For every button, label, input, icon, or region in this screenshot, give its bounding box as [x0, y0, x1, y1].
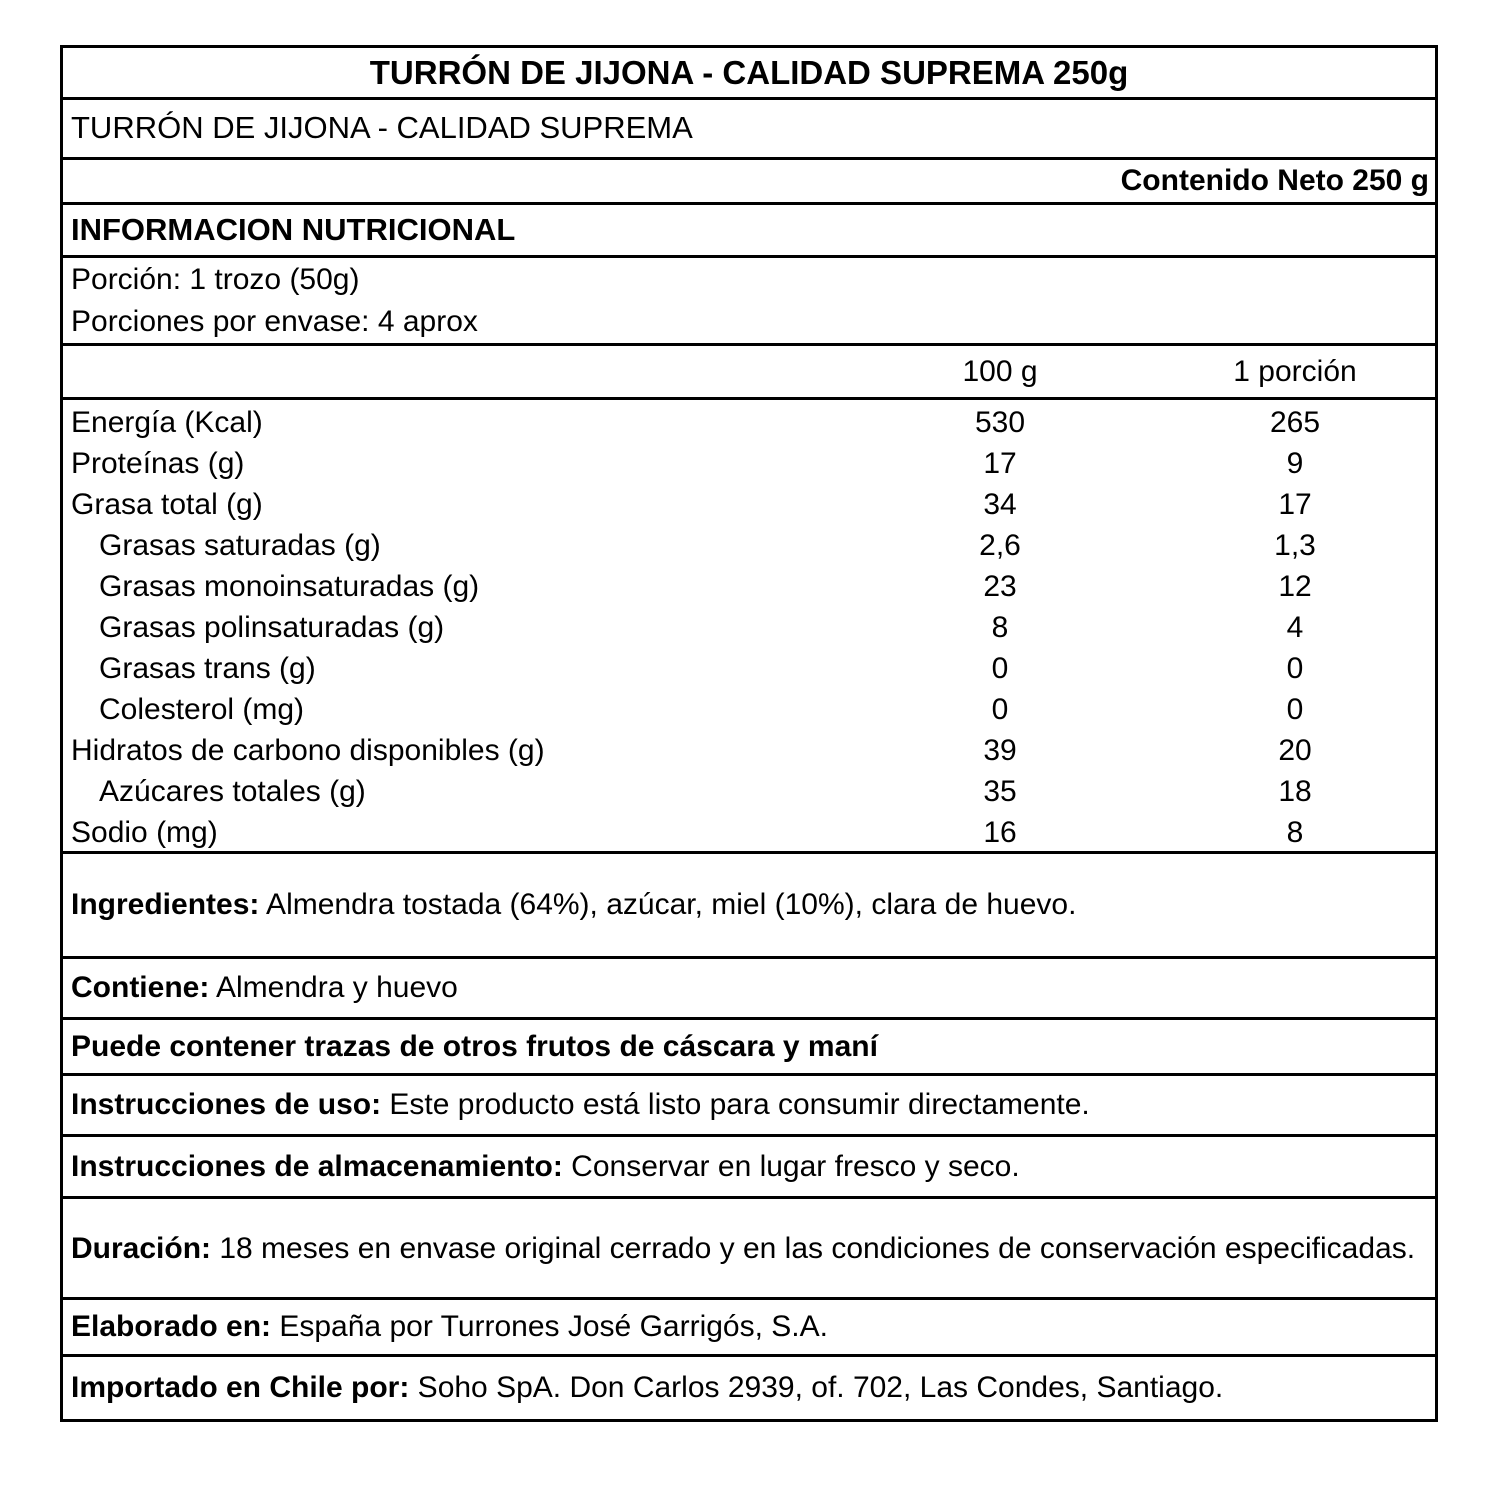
nutrient-row-trans-fat: [63, 648, 1435, 689]
nutrient-value-100g: 35: [983, 774, 1017, 808]
nutrient-label: Sodio (mg): [71, 815, 218, 849]
importer-row: [63, 1357, 1435, 1419]
contains-text: [71, 969, 458, 1007]
duration-row: [63, 1199, 1435, 1300]
nutrient-value-portion: 0: [1286, 651, 1304, 685]
nutrient-value-100g: 34: [983, 487, 1017, 521]
label-title-text: TURRÓN DE JIJONA - CALIDAD SUPREMA 250g: [369, 53, 1129, 91]
nutrient-row-polyunsaturated-fat: [63, 607, 1435, 648]
nutrient-row-carbohydrates: [63, 730, 1435, 771]
nutrient-label: Azúcares totales (g): [99, 774, 366, 808]
use-instructions-label: Instrucciones de uso:: [71, 1088, 382, 1122]
nutrient-label: Proteínas (g): [71, 446, 245, 480]
nutrient-value-portion: 8: [1286, 815, 1304, 849]
nutrient-value-portion: 20: [1278, 733, 1312, 767]
duration-value: 18 meses en envase original cerrado y en las condiciones de conservación especificadas.: [211, 1231, 1416, 1265]
nutrient-value-100g: 23: [983, 569, 1017, 603]
nutrient-label: Grasas trans (g): [99, 651, 316, 685]
contains-row: [63, 959, 1435, 1020]
column-header-portion: 1 porción: [1233, 354, 1357, 388]
made-in-text: [71, 1308, 828, 1346]
nutrient-value-portion: 4: [1286, 610, 1304, 644]
importer-value: Soho SpA. Don Carlos 2939, of. 702, Las Condes, Santiago.: [409, 1371, 1224, 1405]
nutrient-value-portion: 12: [1278, 569, 1312, 603]
importer-label: Importado en Chile por:: [71, 1371, 410, 1405]
nutrient-row-total-fat: [63, 484, 1435, 525]
nutrient-label: Colesterol (mg): [99, 692, 305, 726]
label-title: [63, 48, 1435, 100]
contains-label: Contiene:: [71, 971, 210, 1005]
nutrient-row-total-sugars: [63, 771, 1435, 812]
nutrient-value-100g: 0: [991, 651, 1009, 685]
nutrient-row-saturated-fat: [63, 525, 1435, 566]
nutrient-row-sodium: [63, 812, 1435, 853]
nutrient-value-portion: 1,3: [1274, 528, 1316, 562]
nutrient-value-portion: 9: [1286, 446, 1304, 480]
use-instructions-text: [71, 1086, 1090, 1124]
product-name-row: [63, 100, 1435, 160]
nutrient-label: Hidratos de carbono disponibles (g): [71, 733, 545, 767]
made-in-label: Elaborado en:: [71, 1310, 272, 1344]
nutrient-label: Grasa total (g): [71, 487, 263, 521]
column-header-100g: 100 g: [962, 354, 1038, 388]
nutrient-value-100g: 16: [983, 815, 1017, 849]
portion-size: Porción: 1 trozo (50g): [71, 262, 360, 296]
nutrient-value-100g: 2,6: [979, 528, 1021, 562]
nutrient-value-100g: 0: [991, 692, 1009, 726]
nutrition-label: [60, 45, 1438, 1422]
net-content-row: [63, 160, 1435, 205]
product-name-text: TURRÓN DE JIJONA - CALIDAD SUPREMA: [71, 110, 693, 146]
use-instructions-value: Este producto está listo para consumir directamente.: [381, 1088, 1090, 1122]
nutrient-label: Grasas saturadas (g): [99, 528, 381, 562]
duration-label: Duración:: [71, 1231, 212, 1265]
importer-text: [71, 1369, 1223, 1407]
storage-instructions-label: Instrucciones de almacenamiento:: [71, 1149, 563, 1183]
nutrient-value-100g: 8: [991, 610, 1009, 644]
nutrient-value-portion: 0: [1286, 692, 1304, 726]
nutrition-section-header: [63, 205, 1435, 258]
duration-text: [71, 1226, 1415, 1271]
nutrient-row-protein: [63, 443, 1435, 484]
nutrient-row-energy: [63, 402, 1435, 443]
nutrition-section-title: INFORMACION NUTRICIONAL: [71, 211, 516, 247]
nutrient-value-100g: 39: [983, 733, 1017, 767]
use-instructions-row: [63, 1076, 1435, 1137]
made-in-row: [63, 1300, 1435, 1357]
traces-label: Puede contener trazas de otros frutos de cáscara y maní: [71, 1029, 878, 1063]
nutrient-value-100g: 17: [983, 446, 1017, 480]
portion-info-row: [63, 258, 1435, 346]
nutrient-value-portion: 17: [1278, 487, 1312, 521]
storage-instructions-value: Conservar en lugar fresco y seco.: [562, 1149, 1020, 1183]
ingredients-text: [71, 886, 1076, 924]
ingredients-value: Almendra tostada (64%), azúcar, miel (10%), clara de huevo.: [259, 888, 1077, 922]
portions-per-pack: Porciones por envase: 4 aprox: [71, 305, 478, 338]
nutrient-label: Grasas polinsaturadas (g): [99, 610, 445, 644]
traces-text: [71, 1028, 878, 1066]
nutrient-value-portion: 265: [1269, 405, 1321, 439]
nutrient-row-monounsaturated-fat: [63, 566, 1435, 607]
column-header-row: [63, 346, 1435, 400]
ingredients-label: Ingredientes:: [71, 888, 260, 922]
ingredients-row: [63, 854, 1435, 959]
contains-value: Almendra y huevo: [209, 971, 458, 1005]
storage-instructions-row: [63, 1137, 1435, 1199]
nutrient-label: Energía (Kcal): [71, 405, 263, 439]
made-in-value: España por Turrones José Garrigós, S.A.: [271, 1310, 828, 1344]
nutrient-table: [63, 400, 1435, 854]
traces-row: [63, 1020, 1435, 1076]
nutrient-value-100g: 530: [974, 405, 1026, 439]
storage-instructions-text: [71, 1148, 1020, 1186]
nutrient-row-cholesterol: [63, 689, 1435, 730]
nutrient-label: Grasas monoinsaturadas (g): [99, 569, 480, 603]
nutrient-value-portion: 18: [1278, 774, 1312, 808]
net-content-text: Contenido Neto 250 g: [1120, 164, 1429, 198]
